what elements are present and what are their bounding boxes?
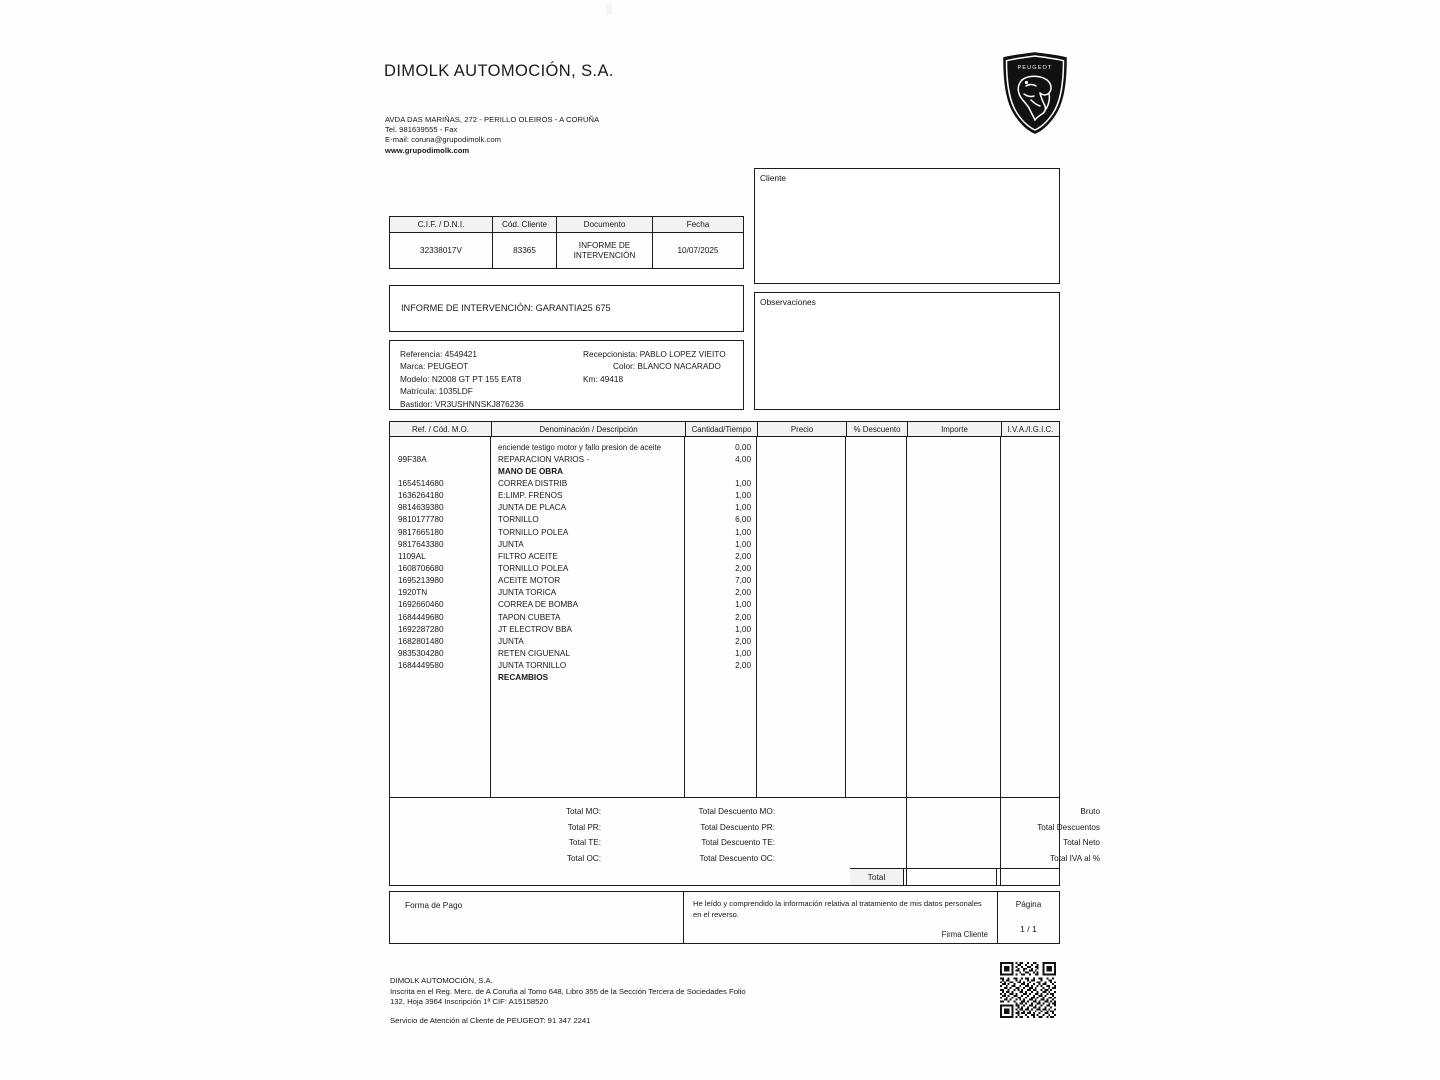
- cell-ref: 1920TN: [398, 588, 428, 598]
- cell-ref: 1684449680: [398, 612, 444, 622]
- cell-ref: 1654514680: [398, 478, 444, 488]
- cell-ref: 1636264180: [398, 491, 444, 501]
- cell-ref: 1684449580: [398, 661, 444, 671]
- cell-cantidad: 1,00: [735, 539, 751, 549]
- cell-denominacion: TORNILLO POLEA: [498, 527, 569, 537]
- svg-text:PEUGEOT: PEUGEOT: [1017, 65, 1053, 71]
- cell-ref: 1682801480: [398, 636, 444, 646]
- table-row: [390, 647, 1059, 659]
- pagina-label: Página: [1015, 900, 1042, 909]
- cell-cantidad: 2,00: [735, 661, 751, 671]
- bruto-label: Bruto: [1080, 807, 1100, 816]
- legal-registry-line1: Inscrita en el Reg. Merc. de A Coruña al Tomo 648, Libro 355 de la Sección Tercera de Sociedades Folio: [390, 986, 746, 996]
- cell-cantidad: 2,00: [735, 563, 751, 573]
- descuento-te-label: Total Descuento TE:: [701, 838, 775, 848]
- table-row: [390, 477, 1059, 489]
- table-row: [390, 453, 1059, 465]
- table-row: [390, 611, 1059, 623]
- cell-denominacion: JUNTA: [498, 539, 524, 549]
- company-phone-line: Tel. 981639555 - Fax: [385, 125, 458, 135]
- document-info-table: [389, 216, 744, 269]
- total-final-divider: [996, 869, 997, 885]
- value-documento: [556, 233, 652, 268]
- cell-cantidad: 2,00: [735, 551, 751, 561]
- vehicle-marca: Marca: PEUGEOT: [400, 361, 469, 372]
- total-final-row: [850, 868, 1059, 885]
- cell-denominacion: JUNTA TORNILLO: [498, 661, 567, 671]
- legal-footer: [390, 976, 746, 1026]
- table-row: [390, 575, 1059, 587]
- peugeot-shield-logo: [1002, 52, 1068, 134]
- vehicle-referencia: Referencia: 4549421: [400, 349, 478, 359]
- table-row: [390, 502, 1059, 514]
- info-table-value-row: [390, 233, 743, 268]
- table-row: [390, 587, 1059, 599]
- col-header-importe: Importe: [907, 422, 1001, 436]
- vehicle-details-box: [389, 340, 744, 410]
- scan-artifact: [606, 3, 612, 15]
- vehicle-right-column: [583, 348, 726, 385]
- descuento-pr-label: Total Descuento PR:: [700, 822, 775, 832]
- total-mo-label: Total MO:: [565, 807, 601, 816]
- cell-ref: 9817665180: [398, 527, 444, 537]
- value-documento-line2: INTERVENCIÓN: [573, 250, 636, 260]
- total-te-label: Total TE:: [568, 838, 601, 848]
- cell-cantidad: 4,00: [735, 454, 751, 464]
- table-row: [390, 465, 1059, 477]
- header-cod-cliente: Cód. Cliente: [492, 217, 556, 232]
- header-cif: C.I.F. / D.N.I.: [390, 217, 492, 232]
- cell-denominacion: REPARACION VARIOS -: [498, 454, 590, 464]
- company-address-block: [385, 115, 599, 156]
- cell-denominacion: enciende testigo motor y fallo presion de aceite: [498, 442, 661, 452]
- cell-cantidad: 1,00: [735, 648, 751, 658]
- total-descuentos-label: Total Descuentos: [1037, 822, 1100, 832]
- col-header-iva: I.V.A./I.G.I.C.: [1001, 422, 1059, 436]
- totals-section: [389, 798, 1100, 886]
- cell-cantidad: 1,00: [735, 503, 751, 513]
- payrow-divider-1: [683, 892, 684, 943]
- items-table: [389, 421, 1060, 798]
- pagina-value: 1 / 1: [1020, 924, 1037, 934]
- cell-ref: 99F38A: [398, 454, 427, 464]
- cell-denominacion: CORREA DE BOMBA: [498, 600, 579, 610]
- col-header-ref: Ref. / Cód. M.O.: [411, 424, 469, 434]
- firma-cliente-label: Firma Cliente: [941, 930, 988, 939]
- company-address-line1: AVDA DAS MARIÑAS, 272 - PERILLO OLEIROS - A CORUÑA: [385, 115, 600, 124]
- header-documento: Documento: [556, 217, 652, 232]
- cell-ref: 9817643380: [398, 539, 444, 549]
- cell-cantidad: 0,00: [735, 442, 751, 452]
- cell-cantidad: 1,00: [735, 527, 751, 537]
- cell-cantidad: 7,00: [735, 576, 751, 586]
- cell-denominacion: ACEITE MOTOR: [498, 576, 561, 586]
- cell-denominacion: TORNILLO POLEA: [498, 563, 569, 573]
- legal-registry-line2: 132, Hoja 3964 Inscripción 1ª CIF: A15158520: [390, 997, 548, 1007]
- legal-customer-service: Servicio de Atención al Cliente de PEUGEOT: 91 347 2241: [390, 1015, 591, 1025]
- consent-text: He leído y comprendido la información relativa al tratamiento de mis datos personales en el reverso.: [693, 899, 982, 919]
- cell-denominacion: TORNILLO: [498, 515, 539, 525]
- cell-cantidad: 2,00: [735, 588, 751, 598]
- legal-company-name: DIMOLK AUTOMOCIÓN, S.A.: [390, 976, 493, 985]
- cell-denominacion: CORREA DISTRIB: [498, 478, 568, 488]
- descuento-oc-label: Total Descuento OC:: [699, 853, 775, 863]
- col-header-precio: Precio: [757, 422, 846, 436]
- cell-ref: 1695213980: [398, 576, 444, 586]
- totals-right-column: [990, 804, 1100, 866]
- company-name: DIMOLK AUTOMOCIÓN, S.A.: [384, 62, 614, 80]
- table-row: [390, 538, 1059, 550]
- cell-ref: 1692287280: [398, 624, 444, 634]
- intervention-title-box: [389, 285, 744, 332]
- cell-denominacion: JUNTA DE PLACA: [498, 503, 567, 513]
- value-documento-line1: INFORME DE: [578, 240, 631, 250]
- vehicle-color: Color: BLANCO NACARADO: [613, 361, 721, 372]
- table-row: [390, 562, 1059, 574]
- cell-ref: 1109AL: [398, 551, 426, 561]
- company-website: www.grupodimolk.com: [385, 145, 470, 155]
- table-row: [390, 490, 1059, 502]
- col-header-denominacion: Denominación / Descripción: [491, 422, 685, 436]
- items-table-header: [390, 422, 1059, 437]
- cliente-label: Cliente: [760, 173, 787, 183]
- cell-cantidad: 6,00: [735, 515, 751, 525]
- table-row: [390, 599, 1059, 611]
- cell-cantidad: 2,00: [735, 636, 751, 646]
- table-row: [390, 526, 1059, 538]
- cell-denominacion: RECAMBIOS: [498, 673, 549, 683]
- cell-ref: 9814639380: [398, 503, 444, 513]
- col-header-cantidad: Cantidad/Tiempo: [685, 422, 757, 436]
- cell-denominacion: MANO DE OBRA: [498, 466, 564, 476]
- table-row: [390, 623, 1059, 635]
- cell-ref: 1608706680: [398, 563, 444, 573]
- cell-denominacion: JUNTA TORICA: [498, 588, 557, 598]
- header-fecha: Fecha: [652, 217, 743, 232]
- cell-denominacion: FILTRO ACEITE: [498, 551, 558, 561]
- totals-left-column: [491, 804, 601, 866]
- table-row: [390, 660, 1059, 672]
- items-row-container: [390, 441, 1059, 684]
- total-oc-label: Total OC:: [566, 853, 601, 863]
- cell-denominacion: RETEN CIGUENAL: [498, 648, 570, 658]
- cliente-box: [754, 168, 1060, 284]
- qr-code: [997, 962, 1059, 1018]
- value-fecha: 10/07/2025: [652, 233, 743, 268]
- vehicle-matricula: Matrícula: 1035LDF: [400, 386, 473, 397]
- total-iva-label: Total IVA al %: [1050, 853, 1100, 863]
- cell-cantidad: 1,00: [735, 478, 751, 488]
- vehicle-bastidor: Bastidor: VR3USHNNSKJ876236: [400, 398, 524, 409]
- vehicle-km: Km: 49418: [583, 373, 624, 384]
- total-pr-label: Total PR:: [567, 822, 601, 832]
- cell-ref: 9835304280: [398, 648, 444, 658]
- cell-denominacion: E:LIMP. FRENOS: [498, 491, 563, 501]
- legal-spacer: [390, 1008, 746, 1016]
- info-table-header-row: [390, 217, 743, 233]
- company-email-line: E-mail: coruna@grupodimolk.com: [385, 135, 501, 145]
- forma-de-pago-label: Forma de Pago: [405, 900, 463, 910]
- table-row: [390, 514, 1059, 526]
- col-header-descuento: % Descuento: [846, 422, 907, 436]
- cell-ref: 1692660460: [398, 600, 444, 610]
- observaciones-label: Observaciones: [760, 297, 816, 307]
- totals-discount-column: [610, 804, 775, 866]
- cell-cantidad: 1,00: [735, 491, 751, 501]
- payment-signature-row: [389, 891, 1060, 944]
- cell-cantidad: 1,00: [735, 600, 751, 610]
- cell-denominacion: TAPON CUBETA: [498, 612, 561, 622]
- table-row: [390, 635, 1059, 647]
- value-cif: 32338017V: [420, 246, 462, 255]
- descuento-mo-label: Total Descuento MO:: [698, 807, 775, 816]
- items-table-body: [390, 437, 1059, 798]
- vehicle-modelo: Modelo: N2008 GT PT 155 EAT8: [400, 373, 522, 384]
- cell-denominacion: JT ELECTROV BBA: [498, 624, 573, 634]
- value-cod-cliente: 83365: [492, 233, 556, 268]
- cell-cantidad: 2,00: [735, 612, 751, 622]
- vehicle-recepcionista: Recepcionista: PABLO LOPEZ VIEITO: [583, 349, 726, 359]
- table-row: [390, 441, 1059, 453]
- intervention-title: INFORME DE INTERVENCIÓN: GARANTIA25 675: [401, 303, 611, 313]
- vehicle-left-column: [400, 348, 524, 410]
- cell-denominacion: JUNTA: [498, 636, 524, 646]
- total-neto-label: Total Neto: [1063, 838, 1100, 848]
- cell-cantidad: 1,00: [735, 624, 751, 634]
- observaciones-box: [754, 292, 1060, 410]
- table-row: [390, 550, 1059, 562]
- table-row: [390, 672, 1059, 684]
- cell-ref: 9810177780: [398, 515, 444, 525]
- total-final-label: Total: [850, 869, 904, 885]
